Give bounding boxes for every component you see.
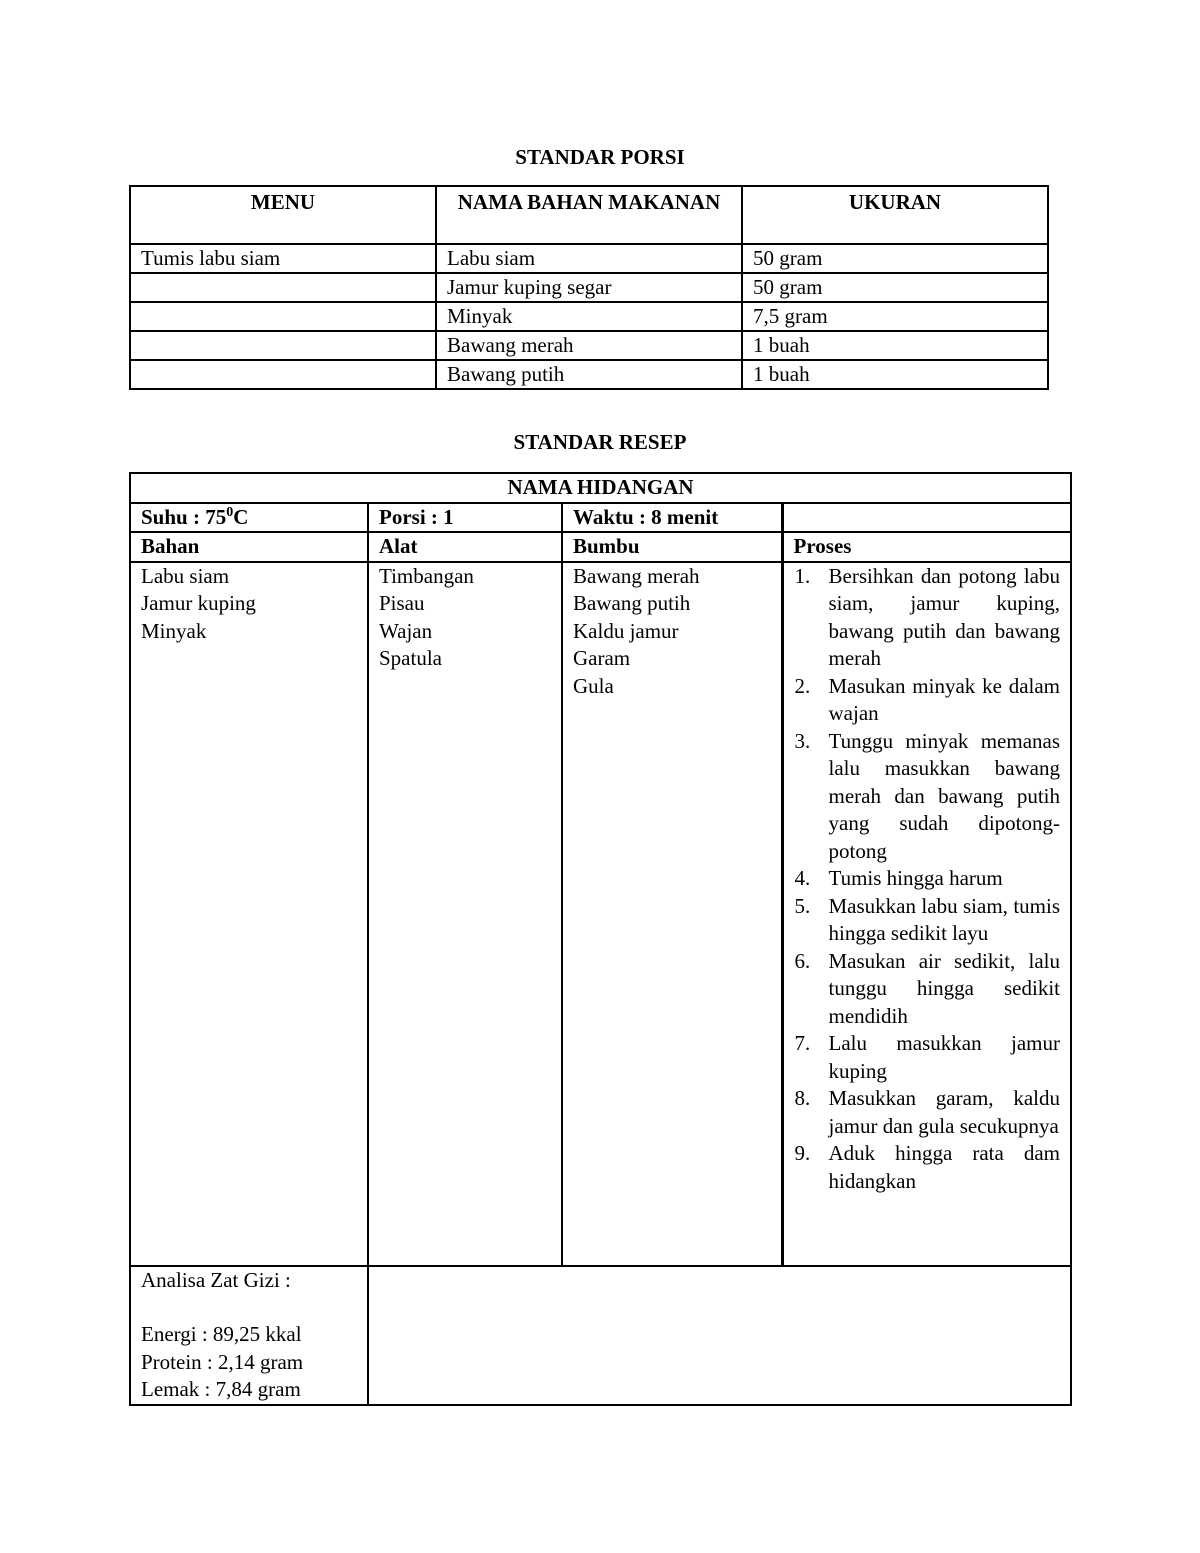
cell-bahan: Labu siam	[436, 244, 742, 273]
standar-porsi-title: STANDAR PORSI	[515, 145, 685, 169]
list-item: Timbangan	[379, 563, 474, 588]
list-item: Garam	[573, 646, 631, 670]
header-bahan: Bahan	[130, 532, 368, 562]
table-row	[130, 244, 1048, 273]
gizi-energi: Energi : 89,25 kkal	[141, 1322, 302, 1346]
porsi-cell: Porsi : 1	[368, 503, 562, 533]
cell-ukuran: 1 buah	[742, 331, 1048, 360]
cell-bahan: Bawang putih	[436, 360, 742, 389]
suhu-degree: 0	[226, 504, 234, 520]
list-item: 5. Masukkan labu siam, tumis hingga sedikit layu	[794, 893, 1061, 945]
list-item: 8. Masukkan garam, kaldu jamur dan gula secukupnya	[794, 1086, 1061, 1138]
list-item: 4. Tumis hingga harum	[794, 866, 1003, 890]
table-row	[130, 360, 1048, 389]
cell-bahan: Bawang merah	[436, 331, 742, 360]
list-item: Bawang merah	[573, 563, 700, 588]
proses-steps	[794, 563, 1061, 1196]
cell-ukuran: 50 gram	[742, 273, 1048, 302]
list-item: 6. Masukan air sedikit, lalu tunggu hingga sedikit mendidih	[794, 948, 1061, 1028]
header-bumbu: Bumbu	[562, 532, 782, 562]
step-text: Lalu masukkan jamur kuping	[828, 1031, 1061, 1083]
table-row	[130, 562, 1071, 1266]
list-item: Minyak	[141, 618, 207, 643]
step-text: Tunggu minyak memanas lalu masukkan bawang merah dan bawang putih yang sudah dipotong-potong	[828, 728, 1061, 863]
list-item: Jamur kuping	[141, 591, 256, 615]
table-row	[130, 331, 1048, 360]
list-item: 7. Lalu masukkan jamur kuping	[794, 1031, 1061, 1083]
list-item: Bawang putih	[573, 591, 691, 615]
cell-ukuran: 1 buah	[742, 360, 1048, 389]
standar-resep-title: STANDAR RESEP	[513, 430, 687, 454]
cell-ukuran: 7,5 gram	[742, 302, 1048, 331]
cell-menu: Tumis labu siam	[130, 244, 436, 273]
header-ukuran: UKURAN	[742, 186, 1048, 244]
header-menu: MENU	[130, 186, 436, 244]
info-row	[130, 503, 1071, 533]
gizi-label: Analisa Zat Gizi :	[141, 1267, 291, 1292]
empty-cell	[782, 503, 1071, 533]
nama-hidangan-row	[130, 473, 1071, 503]
empty-cell	[368, 1266, 1071, 1405]
list-item: Pisau	[379, 591, 425, 615]
cell-menu	[130, 360, 436, 389]
standar-resep-table	[129, 472, 1072, 1406]
cell-menu	[130, 273, 436, 302]
waktu-cell: Waktu : 8 menit	[562, 503, 782, 533]
header-nama-bahan: NAMA BAHAN MAKANAN	[436, 186, 742, 244]
step-text: Tumis hingga harum	[828, 866, 1003, 890]
step-text: Masukkan labu siam, tumis hingga sedikit layu	[828, 893, 1061, 945]
gizi-row	[130, 1266, 1071, 1405]
step-text: Aduk hingga rata dam hidangkan	[828, 1141, 1061, 1193]
suhu-unit: C	[233, 504, 249, 529]
nama-hidangan: NAMA HIDANGAN	[130, 473, 1071, 503]
cell-menu	[130, 331, 436, 360]
list-item: 3. Tunggu minyak memanas lalu masukkan bawang merah dan bawang putih yang sudah dipotong-potong	[794, 728, 1061, 863]
header-proses: Proses	[782, 532, 1071, 562]
step-text: Bersihkan dan potong labu siam, jamur kuping, bawang putih dan bawang merah	[828, 563, 1061, 670]
table-header-row	[130, 186, 1048, 244]
step-text: Masukan minyak ke dalam wajan	[828, 673, 1061, 725]
list-item: 2. Masukan minyak ke dalam wajan	[794, 673, 1061, 725]
gizi-lemak: Lemak : 7,84 gram	[141, 1377, 301, 1401]
table-row	[130, 273, 1048, 302]
table-header-row	[130, 532, 1071, 562]
list-item: 9. Aduk hingga rata dam hidangkan	[794, 1141, 1061, 1193]
list-item: Wajan	[379, 618, 433, 643]
bahan-list	[130, 562, 368, 1266]
gizi-protein: Protein : 2,14 gram	[141, 1349, 304, 1374]
suhu-label: Suhu : 75	[141, 504, 227, 529]
cell-bahan: Minyak	[436, 302, 742, 331]
analisa-gizi	[130, 1266, 368, 1405]
list-item: Kaldu jamur	[573, 618, 679, 643]
cell-menu	[130, 302, 436, 331]
list-item: Gula	[573, 673, 614, 698]
step-text: Masukan air sedikit, lalu tunggu hingga sedikit mendidih	[828, 948, 1061, 1028]
cell-bahan: Jamur kuping segar	[436, 273, 742, 302]
header-alat: Alat	[368, 532, 562, 562]
standar-porsi-table	[129, 185, 1049, 390]
list-item: Spatula	[379, 646, 442, 670]
suhu-cell	[130, 503, 368, 533]
table-row	[130, 302, 1048, 331]
step-text: Masukkan garam, kaldu jamur dan gula secukupnya	[828, 1086, 1061, 1138]
alat-list	[368, 562, 562, 1266]
cell-ukuran: 50 gram	[742, 244, 1048, 273]
list-item: 1. Bersihkan dan potong labu siam, jamur kuping, bawang putih dan bawang merah	[794, 563, 1061, 670]
bumbu-list	[562, 562, 782, 1266]
proses-list	[782, 562, 1071, 1266]
list-item: Labu siam	[141, 563, 230, 588]
